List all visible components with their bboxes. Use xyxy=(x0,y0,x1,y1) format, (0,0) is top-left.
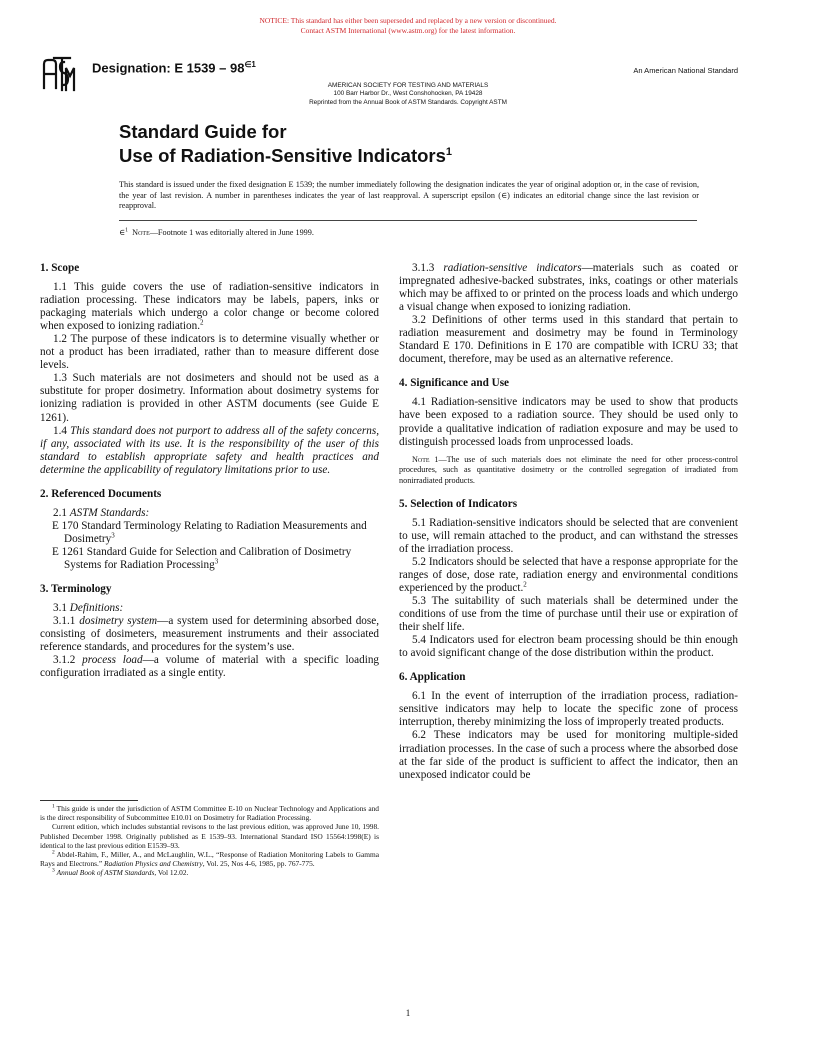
footnote-3-mark: 3 xyxy=(52,867,55,874)
designation xyxy=(92,60,256,75)
para-3-1-2-term: process load xyxy=(82,654,143,667)
reference-e1261 xyxy=(40,546,379,572)
para-1-2: 1.2 The purpose of these indicators is to determine visually whether or not a product has been irradiated, rather than to measure different dose levels. xyxy=(40,333,379,372)
note-1 xyxy=(399,455,738,487)
para-3-1-3-term: radiation-sensitive indicators xyxy=(443,262,582,274)
society-block xyxy=(0,82,816,107)
para-5-2-ref: 2 xyxy=(523,580,527,589)
section-1-heading: 1. Scope xyxy=(40,262,80,274)
para-3-1-2-text: —a volume of material with a specific loading configuration irradiated as a single entity. xyxy=(40,654,380,680)
section-6-heading: 6. Application xyxy=(399,671,466,684)
para-5-3: 5.3 The suitability of such materials shall be determined under the conditions of use from the time of purchase until their use or expiration of their shelf life. xyxy=(399,595,738,634)
note-1-word: Note xyxy=(412,454,430,464)
para-3-1-num: 3.1 xyxy=(53,602,67,615)
para-3-2: 3.2 Definitions of other terms used in this standard that pertain to radiation measurement and dosimetry may be found in Terminology Standard E 170. Definitions in E 170 are compatible with ICRU 33; that document, therefore, may be used as an alternative reference. xyxy=(399,314,738,366)
designation-text: Designation: E 1539 – 98 xyxy=(92,60,245,76)
page-number: 1 xyxy=(405,1008,411,1018)
national-standard-label: An American National Standard xyxy=(633,66,738,75)
title-line-1: Standard Guide for xyxy=(119,121,287,142)
footnote-divider xyxy=(40,800,138,801)
note-1-text: 1—The use of such materials does not eliminate the need for other process-control procedures, such as quantitative dosimetry or the controlled segregation of irradiated from nonirradiated products. xyxy=(399,454,739,486)
footnote-1-mark: 1 xyxy=(52,803,55,810)
right-column xyxy=(399,262,738,782)
reference-e1261-text: E 1261 Standard Guide for Selection and Calibration of Dosimetry Systems for Radiation Processing xyxy=(52,545,352,571)
para-3-1-3 xyxy=(399,262,738,314)
para-5-2 xyxy=(399,556,738,595)
editorial-sup: 1 xyxy=(125,227,129,234)
document-title xyxy=(119,122,452,166)
footnote-2-mark: 2 xyxy=(52,849,55,856)
reference-e170-ref: 3 xyxy=(111,531,115,540)
title-footnote-ref: 1 xyxy=(445,146,453,158)
left-column xyxy=(40,262,379,680)
para-1-4-text: This standard does not purport to address all of the safety concerns, if any, associated with its use. It is the responsibility of the user of this standard to establish appropriate safety and health practices and determine the applicability of regulatory limitations prior to use. xyxy=(40,424,379,476)
para-6-1: 6.1 In the event of interruption of the irradiation process, radiation-sensitive indicators may help to locate the specific zone of process interruption, thereby minimizing the loss of improperly treated products. xyxy=(399,690,738,729)
section-2-heading: 2. Referenced Documents xyxy=(40,487,162,500)
para-1-1-ref: 2 xyxy=(200,318,204,327)
para-1-3: 1.3 Such materials are not dosimeters and should not be used as a substitute for proper dosimetry. Information about dosimetry systems for ionizing radiation is provided in other ASTM documents (see Guide E 1261). xyxy=(40,372,379,424)
para-4-1: 4.1 Radiation-sensitive indicators may be used to show that products have been exposed to a radiation source. They should be used only to provide a qualitative indication of radiation exposure and may be used to distinguish processed loads from unprocessed loads. xyxy=(399,396,738,448)
para-5-1: 5.1 Radiation-sensitive indicators should be selected that are convenient to use, will remain attached to the product, and can withstand the stresses of the irradiation process. xyxy=(399,516,738,555)
society-line-1: AMERICAN SOCIETY FOR TESTING AND MATERIALS xyxy=(327,82,489,89)
editorial-note xyxy=(119,227,314,237)
footnote-1-edition: Current edition, which includes substantial revisons to the last previous edition, was approved June 10, 1998. Published December 1998. Originally published as E 1539–93. International Standard ISO 15564:1998(E) is identical to the last previous edition E1539–93. xyxy=(40,822,379,850)
para-1-4 xyxy=(40,425,379,477)
footnote-3-source: Annual Book of ASTM Standards xyxy=(56,868,155,878)
designation-epsilon: ∈1 xyxy=(244,60,256,69)
footnote-2 xyxy=(40,850,379,868)
para-3-1 xyxy=(40,602,379,615)
supersede-notice xyxy=(0,16,816,36)
footnote-3 xyxy=(40,868,379,877)
para-1-1-text: 1.1 This guide covers the use of radiation-sensitive indicators in radiation processing. These indicators may be labels, papers, inks or packaging materials which undergo a color change or become colored when exposed to ionizing radiation. xyxy=(40,281,379,333)
para-1-1 xyxy=(40,281,379,333)
para-1-4-num: 1.4 xyxy=(53,424,67,437)
issuance-divider xyxy=(119,220,697,221)
notice-line-2: Contact ASTM International (www.astm.org) for the latest information. xyxy=(300,26,516,35)
para-3-1-2 xyxy=(40,654,379,680)
para-5-2-text: 5.2 Indicators should be selected that have a response appropriate for the ranges of dose, dose rate, radiation energy and environmental conditions experienced by the product. xyxy=(399,555,738,594)
para-3-1-1-text: —a system used for determining absorbed dose, consisting of dosimeters, measurement instruments and their associated reference standards, and procedures for the system’s use. xyxy=(40,615,380,654)
para-3-1-1-num: 3.1.1 xyxy=(53,615,76,628)
reference-e1261-ref: 3 xyxy=(214,557,219,566)
para-3-1-1-term: dosimetry system xyxy=(79,615,158,628)
para-3-1-3-text: —materials such as coated or impregnated adhesive-backed substrates, inks, coatings or other materials which may be affixed to or printed on the process loads and which undergo a visual change when exposed to ionizing radiation. xyxy=(399,262,738,314)
para-3-1-text: Definitions: xyxy=(69,602,124,615)
editorial-epsilon: ∈ xyxy=(119,228,126,237)
section-3-heading: 3. Terminology xyxy=(40,583,112,596)
society-line-3: Reprinted from the Annual Book of ASTM Standards. Copyright ASTM xyxy=(309,98,507,106)
footnote-2-journal: Radiation Physics and Chemistry xyxy=(104,859,203,869)
para-2-1-text: ASTM Standards: xyxy=(69,506,150,519)
issuance-statement: This standard is issued under the fixed designation E 1539; the number immediately following the designation indicates the year of original adoption or, in the case of revision, the year of last revision. A number in parentheses indicates the year of last reapproval. A superscript epsilon (∈) indicates an editorial change since the last revision or reapproval. xyxy=(119,180,699,211)
footnote-1-text: This guide is under the jurisdiction of ASTM Committee E-10 on Nuclear Technology and Applications and is the direct responsibility of Subcommittee E10.01 on Dosimetry for Radiation Processing. xyxy=(40,804,379,823)
para-2-1 xyxy=(40,507,379,520)
para-3-1-1 xyxy=(40,615,379,654)
para-5-4: 5.4 Indicators used for electron beam processing should be thin enough to avoid significant change of the dose distribution within the product. xyxy=(399,634,738,660)
para-2-1-num: 2.1 xyxy=(53,506,67,519)
para-3-1-2-num: 3.1.2 xyxy=(53,654,76,667)
reference-e170 xyxy=(40,520,379,546)
footnote-2-text: Abdel-Rahim, F., Miller, A., and McLaughlin, W.L., “Response of Radiation Monitoring Labels to Gamma Rays and Electrons.” xyxy=(40,850,379,869)
title-line-2: Use of Radiation-Sensitive Indicators xyxy=(119,145,446,167)
editorial-note-text: —Footnote 1 was editorially altered in June 1999. xyxy=(149,228,314,237)
section-5-heading: 5. Selection of Indicators xyxy=(399,497,518,510)
editorial-note-word: Note xyxy=(132,228,150,237)
para-6-2: 6.2 These indicators may be used for monitoring multiple-sided irradiation processes. In the case of such a process where the absorbed dose at the far side of the product is sufficient to affect the indicator, then an unexposed indicator could be xyxy=(399,729,738,781)
para-3-1-3-num: 3.1.3 xyxy=(412,262,435,274)
footnotes xyxy=(40,804,379,878)
reference-e170-text: E 170 Standard Terminology Relating to Radiation Measurements and Dosimetry xyxy=(52,519,367,545)
footnote-2-tail: , Vol. 25, Nos 4-6, 1985, pp. 767-775. xyxy=(202,859,315,869)
footnote-3-tail: , Vol 12.02. xyxy=(154,868,189,878)
footnote-1 xyxy=(40,804,379,822)
notice-line-1: NOTICE: This standard has either been superseded and replaced by a new version or discontinued. xyxy=(259,16,557,25)
section-4-heading: 4. Significance and Use xyxy=(399,377,510,390)
society-line-2: 100 Barr Harbor Dr., West Conshohocken, PA 19428 xyxy=(333,90,483,98)
